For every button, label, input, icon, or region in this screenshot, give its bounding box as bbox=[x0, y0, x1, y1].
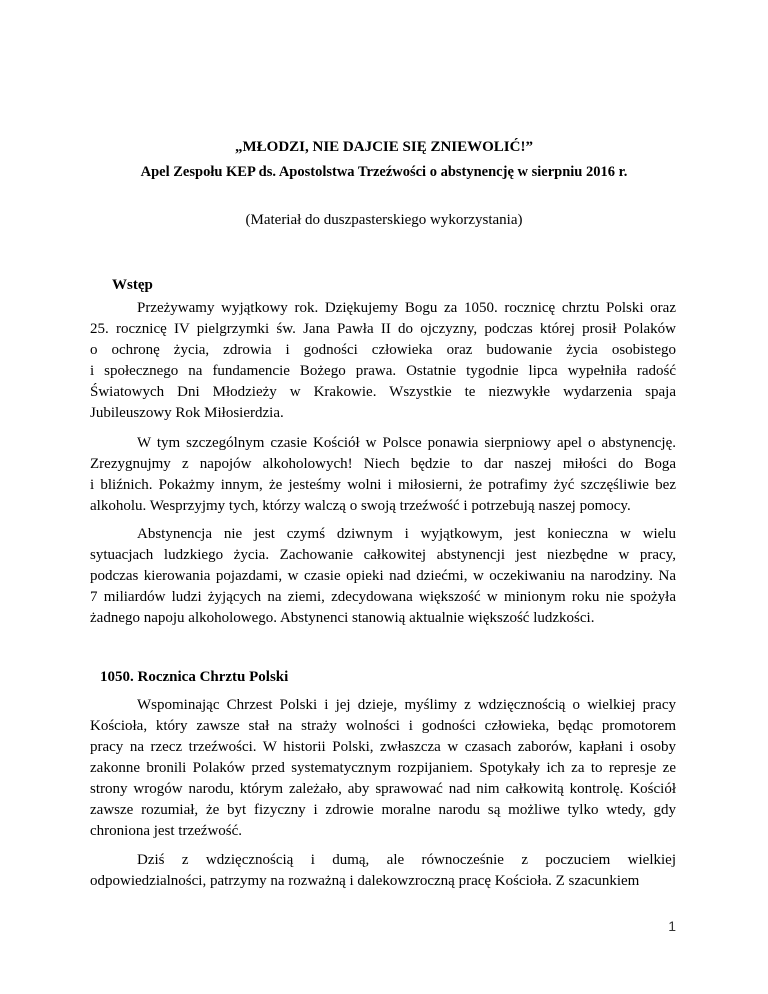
paragraph-line: 25. rocznicę IV pielgrzymki św. Jana Pawła II do ojczyzny, podczas której prosił Polaków bbox=[90, 321, 676, 337]
section-heading: Wstęp bbox=[112, 277, 153, 293]
paragraph-line: żadnego napoju alkoholowego. Abstynenci stanowią aktualnie większość ludzkości. bbox=[90, 610, 595, 626]
paragraph-line: zawsze rozumiał, że byt fizyczny i zdrowie moralne narodu są możliwe tylko wtedy, gdy bbox=[90, 802, 676, 818]
paragraph-line: alkoholu. Wesprzyjmy tych, którzy walczą o swoją trzeźwość i potrzebują naszej pomocy. bbox=[90, 498, 631, 514]
paragraph-line: W tym szczególnym czasie Kościół w Polsce ponawia sierpniowy apel o abstynencję. bbox=[137, 435, 676, 451]
paragraph-line: Zrezygnujmy z napojów alkoholowych! Niech będzie to dar naszej miłości do Boga bbox=[90, 456, 676, 472]
paragraph-line: 7 miliardów ludzi żyjących na ziemi, zdecydowana większość w minionym roku nie spożyła bbox=[90, 589, 676, 605]
paragraph-line: i społecznego na fundamencie Bożego prawa. Ostatnie tygodnie lipca wypełniła radość bbox=[90, 363, 676, 379]
paragraph-line: chroniona jest trzeźwość. bbox=[90, 823, 243, 839]
section-heading: 1050. Rocznica Chrztu Polski bbox=[100, 669, 289, 685]
paragraph-line: Światowych Dni Młodzieży w Krakowie. Wszystkie te niezwykłe wydarzenia spaja bbox=[90, 384, 676, 400]
paragraph-line: odpowiedzialności, patrzymy na rozważną i dalekowzroczną pracę Kościoła. Z szacunkiem bbox=[90, 873, 640, 889]
paragraph-line: Jubileuszowy Rok Miłosierdzia. bbox=[90, 405, 284, 421]
paragraph-line: pracy na rzecz trzeźwości. W historii Polski, zwłaszcza w czasach zaborów, kapłani i osoby bbox=[90, 739, 676, 755]
paragraph-line: Abstynencja nie jest czymś dziwnym i wyjątkowym, jest konieczna w wielu bbox=[137, 526, 676, 542]
paragraph-line: Przeżywamy wyjątkowy rok. Dziękujemy Bogu za 1050. rocznicę chrztu Polski oraz bbox=[137, 300, 676, 316]
paragraph-line: sytuacjach ludzkiego życia. Zachowanie całkowitej abstynencji jest niezbędne w pracy, bbox=[90, 547, 676, 563]
page-number: 1 bbox=[668, 918, 676, 934]
document-title: „MŁODZI, NIE DAJCIE SIĘ ZNIEWOLIĆ!” bbox=[235, 139, 533, 155]
paragraph-line: Dziś z wdzięcznością i dumą, ale równocześnie z poczuciem wielkiej bbox=[137, 852, 676, 868]
document-subtitle: Apel Zespołu KEP ds. Apostolstwa Trzeźwości o abstynencję w sierpniu 2016 r. bbox=[140, 164, 628, 180]
paragraph-line: Wspominając Chrzest Polski i jej dzieje, myślimy z wdzięcznością o wielkiej pracy bbox=[137, 697, 676, 713]
paragraph-line: i bliźnich. Pokażmy innym, że jesteśmy wolni i miłosierni, że potrafimy żyć szczęśliwie bez bbox=[90, 477, 676, 493]
paragraph-line: Kościoła, który zawsze stał na straży wolności i godności człowieka, będąc promotorem bbox=[90, 718, 676, 734]
document-note: (Materiał do duszpasterskiego wykorzystania) bbox=[245, 212, 523, 228]
paragraph-line: zakonne bronili Polaków przed systematycznym rozpijaniem. Spotykały ich za to represje ze bbox=[90, 760, 676, 776]
paragraph-line: podczas kierowania pojazdami, w czasie opieki nad dziećmi, w oczekiwaniu na narodziny. Na bbox=[90, 568, 676, 584]
paragraph-line: strony wrogów narodu, którym zależało, aby sprawować nad nim całkowitą kontrolę. Kościół bbox=[90, 781, 676, 797]
paragraph-line: o ochronę życia, zdrowia i godności człowieka oraz budowanie życia osobistego bbox=[90, 342, 676, 358]
